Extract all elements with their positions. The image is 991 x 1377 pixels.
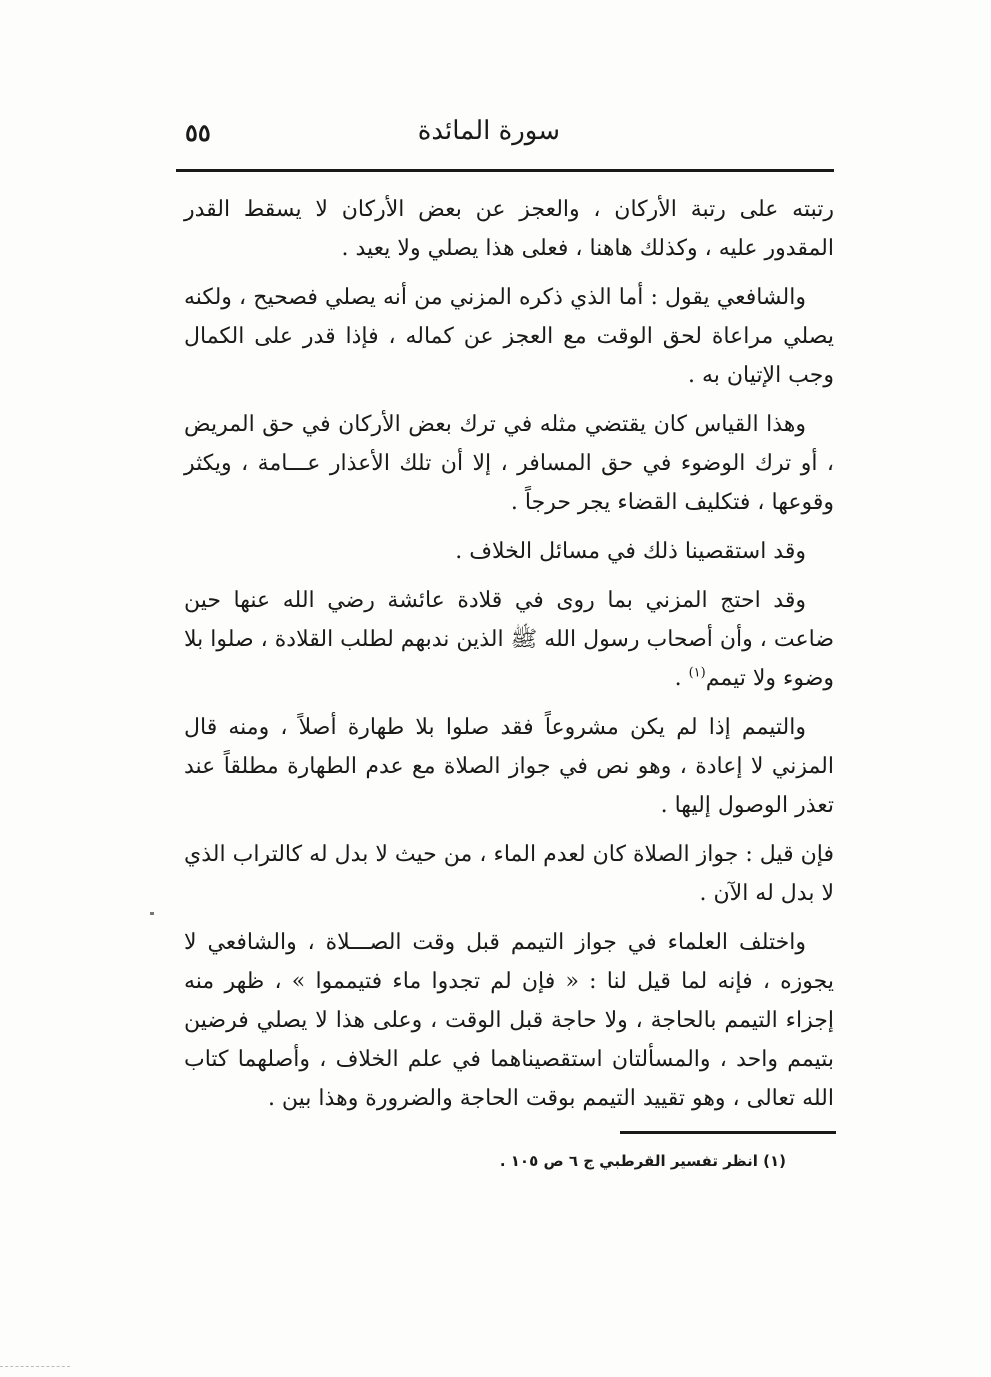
paragraph: واختلف العلماء في جواز التيمم قبل وقت الصـــلاة ، والشافعي لا يجوزه ، فإنه لما قيل لنا : « فإن لم تجدوا ماء فتيمموا » ، ظهر منه إجزاء التيمم بالحاجة ، ولا حاجة قبل الوقت ، وعلى هذا لا يصلي فرضين بتيمم واحد ، والمسألتان استقصيناهما في علم الخلاف ، وأصلهما كتاب الله تعالى ، وهو تقييد التيمم بوقت الحاجة والضرورة وهذا بين . — [184, 930, 834, 1111]
paragraph: وهذا القياس كان يقتضي مثله في ترك بعض الأركان في حق المريض ، أو ترك الوضوء في حق المسافر ، إلا أن تلك الأعذار عـــامة ، ويكثر وقوعها ، فتكليف القضاء يجر حرجاً . — [184, 412, 834, 515]
paragraph: وقد استقصينا ذلك في مسائل الخلاف . — [455, 539, 806, 564]
header-rule — [176, 169, 834, 172]
page-title: سورة المائدة — [417, 116, 560, 146]
footnote-marker: (١) — [688, 665, 706, 681]
body-text — [184, 190, 834, 1128]
page-header — [180, 112, 830, 156]
paragraph-end: . — [674, 666, 689, 691]
paragraph: فإن قيل : جواز الصلاة كان لعدم الماء ، من حيث لا بدل له كالتراب الذي لا بدل له الآن . — [184, 842, 834, 906]
scan-edge — [0, 1366, 70, 1367]
paragraph-with-footnote — [184, 581, 834, 698]
scan-speck — [150, 912, 154, 915]
footnote-rule — [620, 1131, 836, 1134]
footnote: (١) انظر تفسير القرطبي ج ٦ ص ١٠٥ . — [499, 1152, 786, 1170]
paragraph: والشافعي يقول : أما الذي ذكره المزني من أنه يصلي فصحيح ، ولكنه يصلي مراعاة لحق الوقت مع العجز عن كماله ، فإذا قدر على الكمال وجب الإتيان به . — [184, 285, 834, 388]
page-number: ٥٥ — [185, 118, 211, 147]
paragraph: رتبته على رتبة الأركان ، والعجز عن بعض الأركان لا يسقط القدر المقدور عليه ، وكذلك هاهنا ، فعلى هذا يصلي ولا يعيد . — [184, 197, 834, 261]
paragraph-text: وقد احتج المزني بما روى في قلادة عائشة رضي الله عنها حين ضاعت ، وأن أصحاب رسول الله ﷺ الذين ندبهم لطلب القلادة ، صلوا بلا وضوء ولا تيمم — [184, 588, 834, 691]
paragraph: والتيمم إذا لم يكن مشروعاً فقد صلوا بلا طهارة أصلاً ، ومنه قال المزني لا إعادة ، وهو نص في جواز الصلاة مع عدم الطهارة مطلقاً عند تعذر الوصول إليها . — [184, 715, 834, 818]
